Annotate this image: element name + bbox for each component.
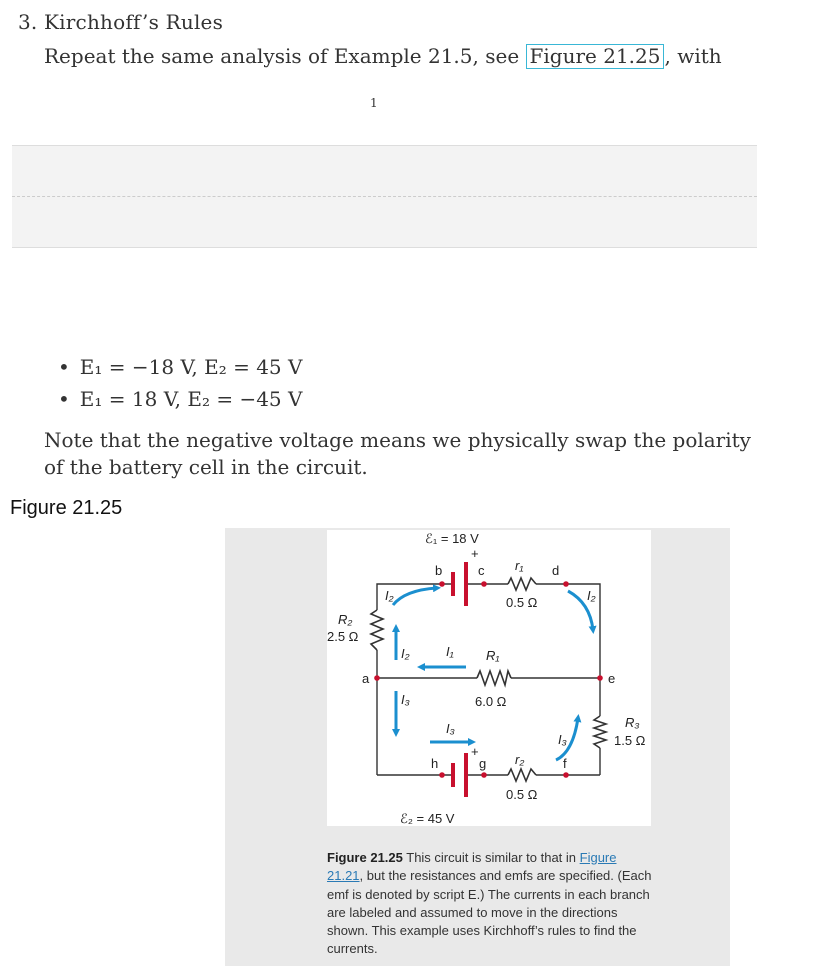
caption-figure-link[interactable]: Figure 21.21: [327, 850, 617, 884]
label-r2: r₂: [515, 752, 525, 767]
resistor-r2: [508, 769, 536, 781]
label-node-g: g: [479, 756, 487, 771]
label-i1: I₁: [446, 644, 454, 659]
resistor-R1: [477, 671, 511, 685]
label-R2-value: 2.5 Ω: [327, 629, 359, 644]
list-item: • E₁ = 18 V, E₂ = −45 V: [58, 383, 302, 415]
node-e: [597, 675, 603, 681]
resistor-r1: [508, 578, 536, 590]
node-a: [374, 675, 380, 681]
node-d: [563, 581, 569, 587]
label-node-h: h: [431, 756, 439, 771]
label-i3-left: I₃: [401, 692, 410, 707]
resistor-R2: [371, 610, 383, 650]
caption-text-after: , but the resistances and emfs are specified. (Each emf is denoted by script E.) The currents in each branch are labeled and assumed to move in the directions shown. This example uses Kirchhoff’s rules to find the currents.: [327, 868, 652, 957]
label-i2-top: I₂: [385, 588, 394, 603]
node-c: [481, 581, 487, 587]
label-i2-left: I₂: [401, 646, 410, 661]
figure-caption: [327, 849, 652, 959]
label-r1-value: 0.5 Ω: [506, 595, 538, 610]
figure-link[interactable]: Figure 21.25: [526, 44, 665, 69]
label-i3-right: I₃: [558, 732, 567, 747]
label-R1: R₁: [486, 648, 500, 663]
label-emf1: ℰ₁ = 18 V: [425, 531, 479, 546]
node-f: [563, 772, 569, 778]
intro-text-after: , with: [664, 44, 722, 68]
label-node-f: f: [563, 756, 567, 771]
intro-text: Repeat the same analysis of Example 21.5, see: [44, 44, 526, 68]
footnote-mark: 1: [370, 96, 378, 110]
label-node-d: d: [552, 563, 560, 578]
label-emf2: ℰ₂ = 45 V: [400, 811, 455, 826]
list-item: • E₁ = −18 V, E₂ = 45 V: [58, 351, 302, 383]
label-r1: r₁: [515, 558, 524, 573]
label-node-e: e: [608, 671, 616, 686]
current-arrow-i2-top: [393, 588, 437, 605]
problem-heading: 3. Kirchhoff’s Rules: [18, 10, 224, 34]
label-R2: R₂: [338, 612, 353, 627]
label-node-b: b: [435, 563, 443, 578]
figure-heading: Figure 21.25: [10, 497, 123, 519]
caption-text: This circuit is similar to that in: [402, 850, 580, 865]
label-plus-e2: +: [471, 744, 479, 759]
label-plus-e1: +: [471, 546, 479, 561]
label-node-a: a: [362, 671, 370, 686]
label-R1-value: 6.0 Ω: [475, 694, 507, 709]
label-R3: R₃: [625, 715, 640, 730]
node-g: [481, 772, 487, 778]
node-h: [439, 772, 445, 778]
label-R3-value: 1.5 Ω: [614, 733, 646, 748]
caption-label: Figure 21.25: [327, 850, 403, 865]
node-b: [439, 581, 445, 587]
label-i3-bottom: I₃: [446, 721, 455, 736]
label-i2-right: I₂: [587, 588, 596, 603]
label-node-c: c: [478, 563, 485, 578]
polarity-note: Note that the negative voltage means we physically swap the polarity of the battery cell in the circuit.: [44, 428, 751, 479]
label-r2-value: 0.5 Ω: [506, 787, 538, 802]
resistor-R3: [594, 716, 606, 748]
